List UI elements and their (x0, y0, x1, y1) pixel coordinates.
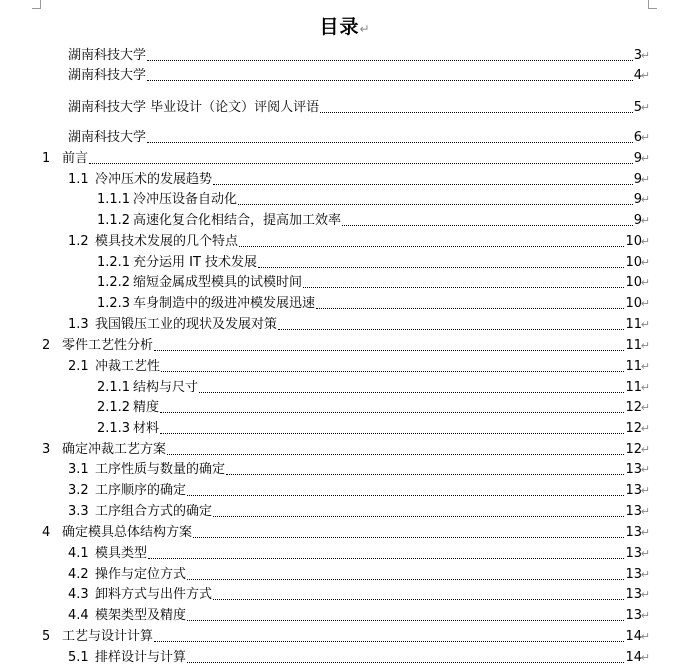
toc-entry-page: 5 (633, 100, 642, 115)
toc-entry-page: 9 (633, 192, 642, 207)
paragraph-mark-icon: ↵ (640, 651, 650, 664)
paragraph-mark-icon: ↵ (640, 193, 650, 206)
toc-entry[interactable] (0, 399, 690, 417)
toc-entry-title: 工艺与设计计算 (62, 629, 154, 644)
toc-entry-number: 4.4 (68, 608, 89, 623)
paragraph-mark-icon: ↵ (640, 297, 650, 310)
toc-entry-page: 12 (625, 442, 642, 457)
toc-entry-page: 11 (625, 338, 642, 353)
paragraph-mark-icon: ↵ (640, 214, 650, 227)
toc-entry-title: 结构与尺寸 (133, 380, 199, 395)
dot-leader (154, 640, 624, 642)
dot-leader (342, 224, 633, 226)
paragraph-mark-icon: ↵ (640, 484, 650, 497)
toc-entry-number: 3.1 (68, 462, 89, 477)
dot-leader (147, 59, 633, 61)
toc-entry[interactable] (0, 586, 690, 604)
toc-entry[interactable] (0, 503, 690, 521)
toc-entry-page: 11 (625, 380, 642, 395)
toc-entry-title: 卸料方式与出件方式 (95, 587, 213, 602)
toc-entry-title: 确定模具总体结构方案 (62, 525, 193, 540)
dot-leader (239, 245, 624, 247)
toc-entry-number: 5.1 (68, 650, 89, 665)
toc-entry-number: 1.3 (68, 317, 89, 332)
toc-entry-number: 2.1 (68, 359, 89, 374)
toc-entry-page: 11 (625, 359, 642, 374)
toc-entry-title: 精度 (133, 400, 160, 415)
toc-entry[interactable] (0, 274, 690, 292)
toc-entry-number: 2 (42, 338, 51, 353)
paragraph-mark-icon: ↵ (640, 360, 650, 373)
dot-leader (154, 349, 624, 351)
toc-entry-title: 湖南科技大学 毕业设计（论文）评阅人评语 (68, 100, 320, 115)
toc-entry[interactable] (0, 358, 690, 376)
paragraph-mark-icon: ↵ (640, 152, 650, 165)
paragraph-mark-icon: ↵ (640, 547, 650, 560)
dot-leader (199, 391, 624, 393)
toc-entry-title: 冷冲压术的发展趋势 (95, 172, 213, 187)
dot-leader (160, 411, 624, 413)
dot-leader (213, 598, 624, 600)
toc-entry[interactable] (0, 129, 690, 147)
toc-entry-title: 湖南科技大学 (68, 68, 147, 83)
toc-entry-page: 10 (625, 275, 642, 290)
dot-leader (316, 307, 624, 309)
toc-entry-title: 零件工艺性分析 (62, 338, 154, 353)
dot-leader (258, 266, 624, 268)
toc-entry-number: 4.3 (68, 587, 89, 602)
toc-entry-page: 13 (625, 504, 642, 519)
toc-entry[interactable] (0, 607, 690, 625)
toc-entry-page: 9 (633, 213, 642, 228)
dot-leader (193, 536, 624, 538)
toc-entry-title: 车身制造中的级进冲模发展迅速 (133, 296, 316, 311)
page-title (0, 12, 690, 39)
toc-entry-number: 1.1.1 (97, 192, 131, 207)
paragraph-mark-icon: ↵ (640, 173, 650, 186)
toc-entry[interactable] (0, 191, 690, 209)
toc-entry-page: 12 (625, 421, 642, 436)
toc-entry-title: 湖南科技大学 (68, 48, 147, 63)
toc-entry-number: 2.1.1 (97, 380, 131, 395)
toc-entry[interactable] (0, 379, 690, 397)
paragraph-mark-icon: ↵ (640, 463, 650, 476)
toc-entry-page: 10 (625, 234, 642, 249)
toc-entry-page: 9 (633, 172, 642, 187)
toc-entry-title: 缩短金属成型模具的试模时间 (133, 275, 303, 290)
paragraph-mark-icon: ↵ (640, 588, 650, 601)
dot-leader (147, 79, 633, 81)
toc-entry-title: 模具类型 (95, 546, 148, 561)
dot-leader (89, 162, 633, 164)
paragraph-mark-icon: ↵ (640, 609, 650, 622)
paragraph-mark-icon: ↵ (640, 339, 650, 352)
toc-entry-title: 模具技术发展的几个特点 (95, 234, 239, 249)
toc-entry[interactable] (0, 628, 690, 646)
toc-entry[interactable] (0, 233, 690, 251)
dot-leader (226, 473, 624, 475)
toc-entry[interactable] (0, 441, 690, 459)
dot-leader (187, 619, 624, 621)
toc-entry-title: 工序顺序的确定 (95, 483, 187, 498)
toc-entry-number: 1.1 (68, 172, 89, 187)
paragraph-mark-icon: ↵ (640, 69, 650, 82)
paragraph-mark-icon: ↵ (640, 49, 650, 62)
toc-entry[interactable] (0, 524, 690, 542)
toc-entry-page: 13 (625, 462, 642, 477)
toc-entry[interactable] (0, 99, 690, 117)
toc-entry-title: 冷冲压设备自动化 (133, 192, 238, 207)
toc-entry[interactable] (0, 316, 690, 334)
toc-entry-title: 模架类型及精度 (95, 608, 187, 623)
toc-entry-number: 1.2 (68, 234, 89, 249)
dot-leader (320, 111, 633, 113)
dot-leader (187, 578, 624, 580)
toc-entry[interactable] (0, 420, 690, 438)
paragraph-mark-icon: ↵ (640, 131, 650, 144)
toc-entry[interactable] (0, 295, 690, 313)
toc-entry-page: 3 (633, 48, 642, 63)
toc-entry-title: 操作与定位方式 (95, 567, 187, 582)
dot-leader (278, 328, 624, 330)
toc-entry-page: 9 (633, 151, 642, 166)
title-text: 目录 (319, 16, 360, 38)
toc-entry-title: 我国锻压工业的现状及发展对策 (95, 317, 278, 332)
paragraph-mark-icon: ↵ (640, 235, 650, 248)
paragraph-mark-icon: ↵ (640, 256, 650, 269)
paragraph-mark-icon: ↵ (640, 526, 650, 539)
toc-entry-page: 13 (625, 546, 642, 561)
toc-entry-page: 4 (633, 68, 642, 83)
toc-entry-number: 2.1.3 (97, 421, 131, 436)
paragraph-mark-icon: ↵ (640, 401, 650, 414)
toc-entry-title: 充分运用 IT 技术发展 (133, 255, 258, 270)
dot-leader (187, 661, 624, 663)
toc-entry-number: 5 (42, 629, 51, 644)
toc-entry-number: 1 (42, 151, 51, 166)
toc-entry[interactable] (0, 566, 690, 584)
toc-entry-number: 1.2.2 (97, 275, 131, 290)
toc-entry[interactable] (0, 482, 690, 500)
toc-entry-page: 13 (625, 567, 642, 582)
toc-entry-page: 13 (625, 587, 642, 602)
toc-entry[interactable] (0, 545, 690, 563)
toc-entry-page: 6 (633, 130, 642, 145)
toc-entry-page: 10 (625, 255, 642, 270)
dot-leader (303, 286, 624, 288)
paragraph-mark-icon: ↵ (640, 443, 650, 456)
toc-entry-title: 前言 (62, 151, 89, 166)
toc-entry-page: 13 (625, 525, 642, 540)
toc-entry-number: 3.3 (68, 504, 89, 519)
paragraph-mark-icon: ↵ (359, 22, 371, 36)
toc-entry-page: 12 (625, 400, 642, 415)
toc-entry-number: 1.2.3 (97, 296, 131, 311)
dot-leader (147, 141, 633, 143)
paragraph-mark-icon: ↵ (640, 318, 650, 331)
paragraph-mark-icon: ↵ (640, 422, 650, 435)
paragraph-mark-icon: ↵ (640, 101, 650, 114)
toc-entry-title: 排样设计与计算 (95, 650, 187, 665)
toc-entry-title: 冲裁工艺性 (95, 359, 161, 374)
toc-entry-number: 2.1.2 (97, 400, 131, 415)
toc-entry-page: 13 (625, 608, 642, 623)
toc-entry-number: 3 (42, 442, 51, 457)
paragraph-mark-icon: ↵ (640, 630, 650, 643)
dot-leader (148, 557, 624, 559)
toc-entry-number: 1.1.2 (97, 213, 131, 228)
paragraph-mark-icon: ↵ (640, 276, 650, 289)
toc-entry-title: 湖南科技大学 (68, 130, 147, 145)
toc-entry[interactable] (0, 171, 690, 189)
dot-leader (213, 183, 633, 185)
toc-entry[interactable] (0, 649, 690, 667)
toc-entry-page: 11 (625, 317, 642, 332)
dot-leader (187, 494, 624, 496)
toc-entry[interactable] (0, 47, 690, 65)
toc-entry-title: 工序组合方式的确定 (95, 504, 213, 519)
margin-corner-left (32, 0, 41, 9)
paragraph-mark-icon: ↵ (640, 568, 650, 581)
toc-entry-number: 1.2.1 (97, 255, 131, 270)
toc-entry[interactable] (0, 212, 690, 230)
toc-entry-title: 材料 (133, 421, 160, 436)
toc-entry[interactable] (0, 461, 690, 479)
toc-entry-page: 14 (625, 650, 642, 665)
toc-entry[interactable] (0, 337, 690, 355)
toc-entry[interactable] (0, 254, 690, 272)
paragraph-mark-icon: ↵ (640, 505, 650, 518)
toc-entry[interactable] (0, 150, 690, 168)
toc-entry-number: 4.2 (68, 567, 89, 582)
toc-entry-number: 4.1 (68, 546, 89, 561)
dot-leader (238, 203, 633, 205)
toc-entry-page: 14 (625, 629, 642, 644)
dot-leader (160, 432, 624, 434)
dot-leader (213, 515, 624, 517)
toc-entry-page: 13 (625, 483, 642, 498)
toc-entry-title: 工序性质与数量的确定 (95, 462, 226, 477)
toc-entry-title: 确定冲裁工艺方案 (62, 442, 167, 457)
dot-leader (161, 370, 624, 372)
toc-entry-page: 10 (625, 296, 642, 311)
toc-entry-number: 4 (42, 525, 51, 540)
margin-corner-right (648, 0, 657, 9)
paragraph-mark-icon: ↵ (640, 381, 650, 394)
toc-entry-title: 高速化复合化相结合，提高加工效率 (133, 213, 342, 228)
toc-entry[interactable] (0, 67, 690, 85)
toc-entry-number: 3.2 (68, 483, 89, 498)
dot-leader (167, 453, 624, 455)
